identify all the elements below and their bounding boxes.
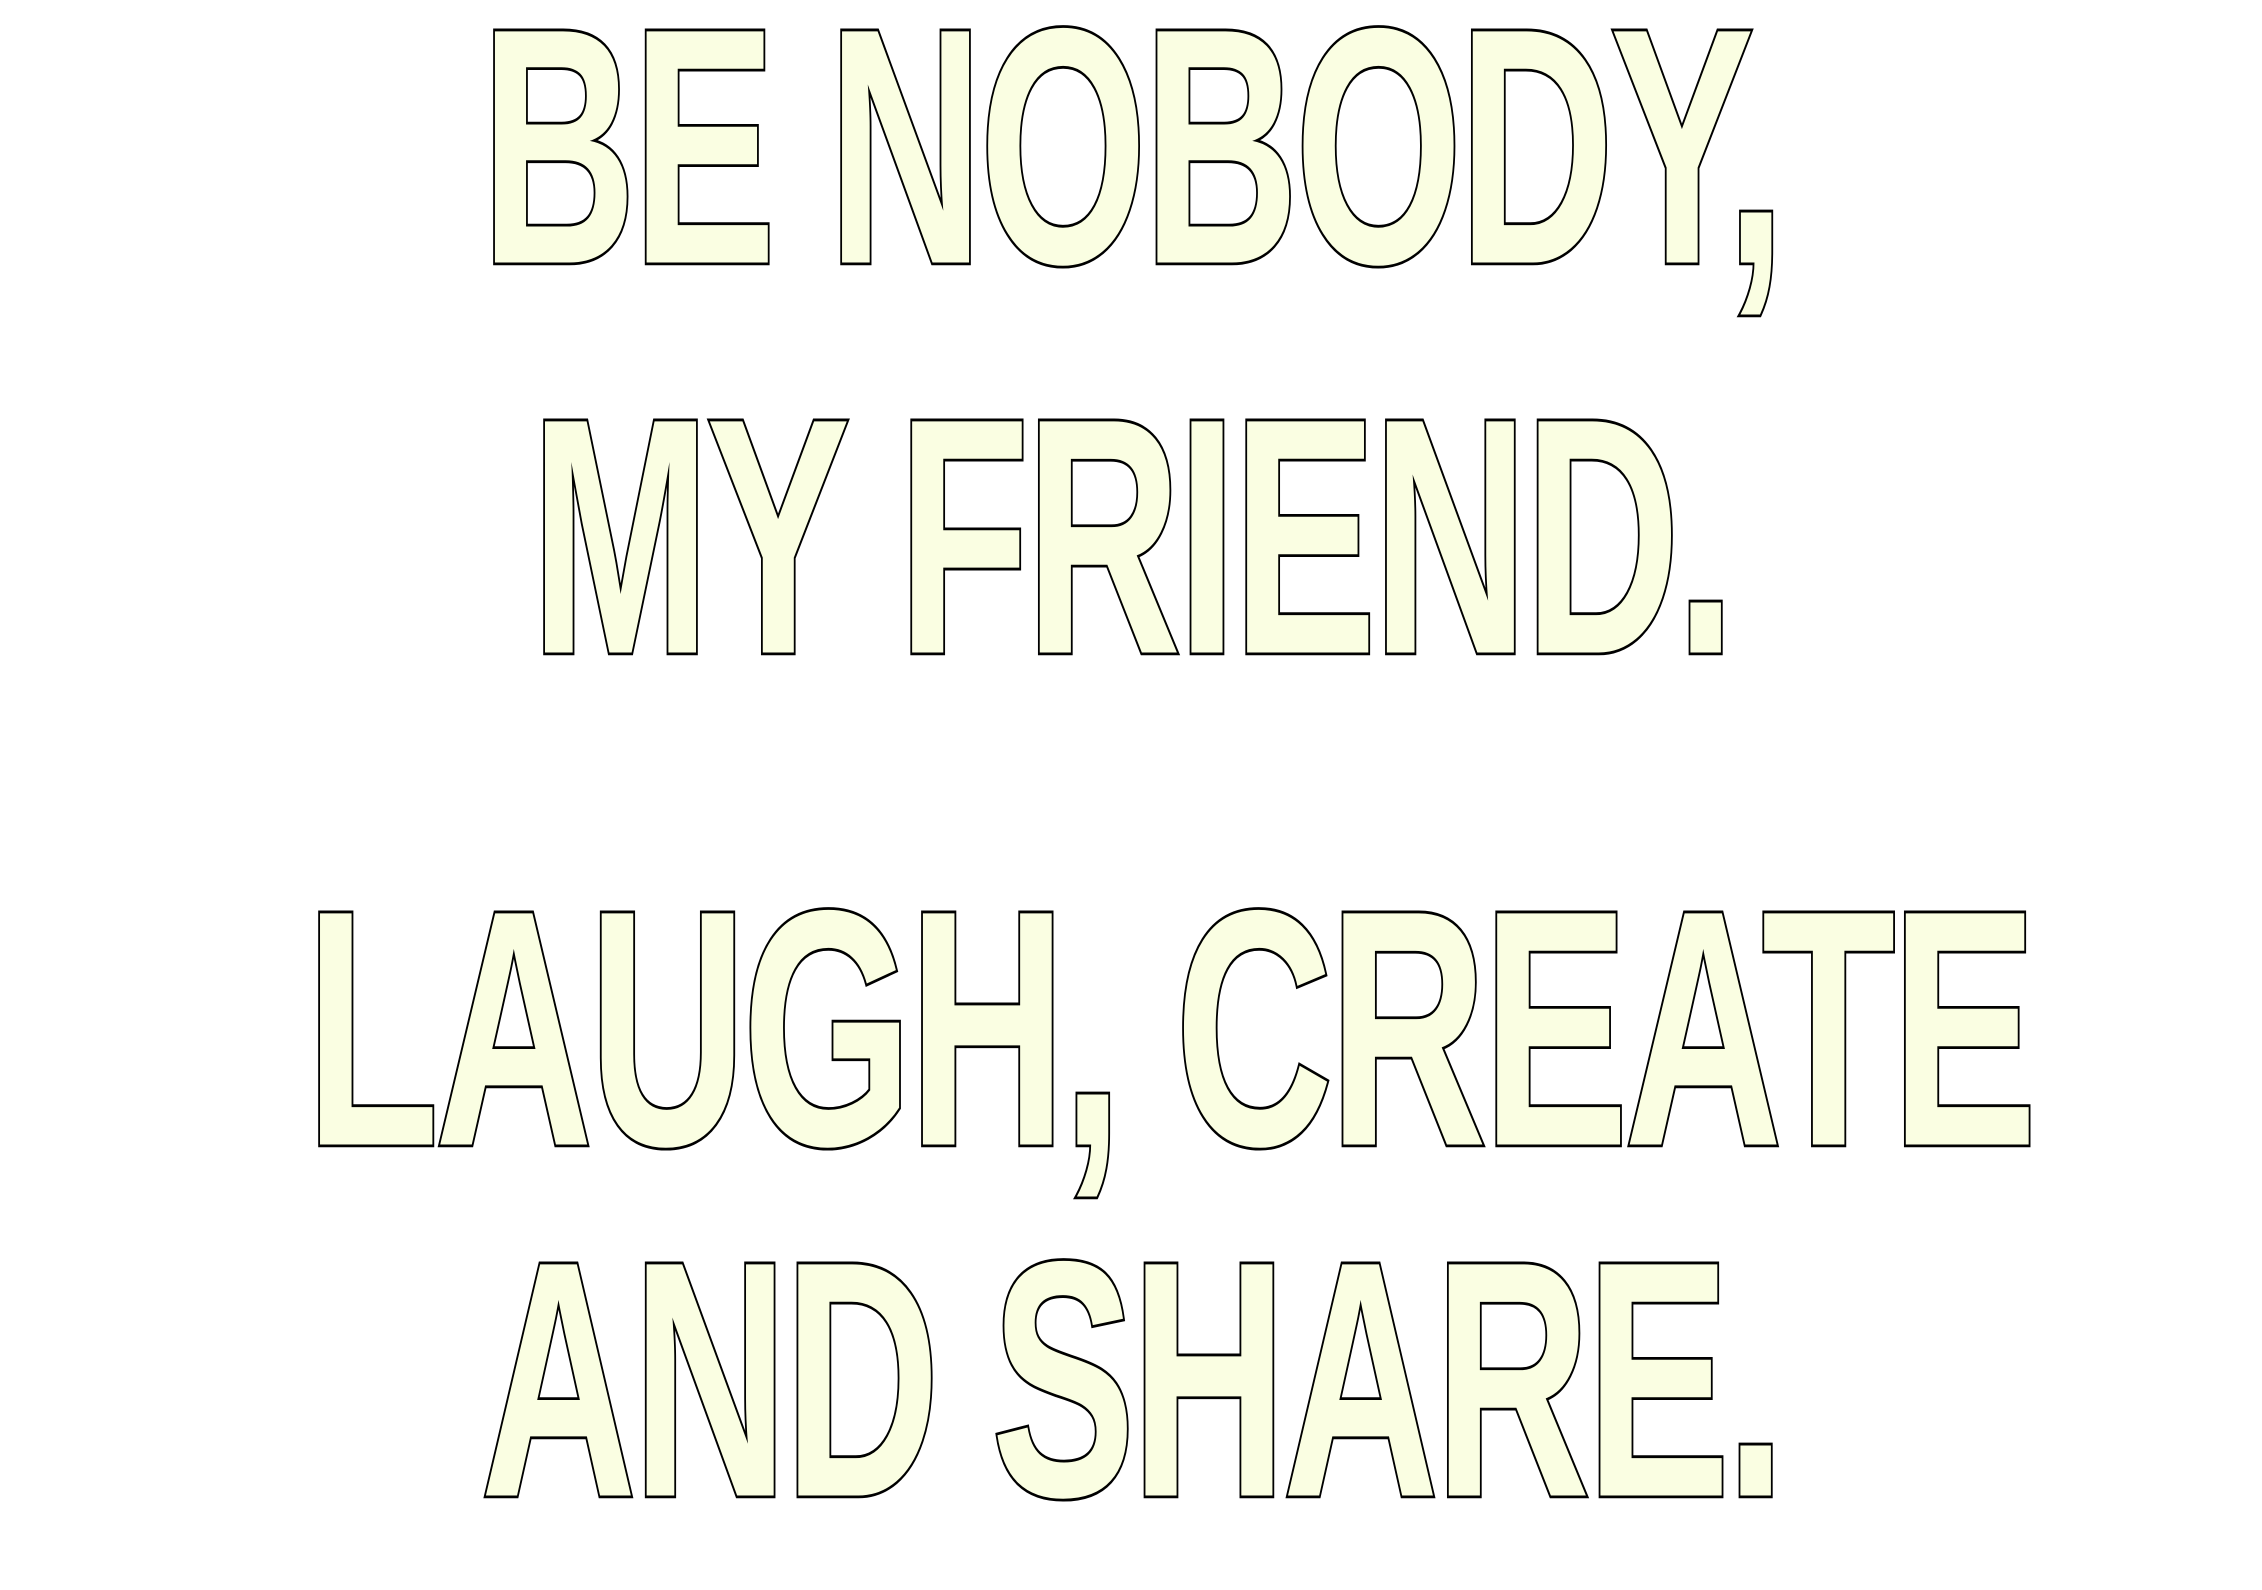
quote-line-4: AND SHARE. <box>480 1190 1782 1568</box>
quote-line-3: LAUGH, CREATE <box>305 839 2033 1217</box>
quote-line-2: MY FRIEND. <box>530 347 1732 725</box>
quote-line-1: BE NOBODY, <box>480 0 1782 335</box>
